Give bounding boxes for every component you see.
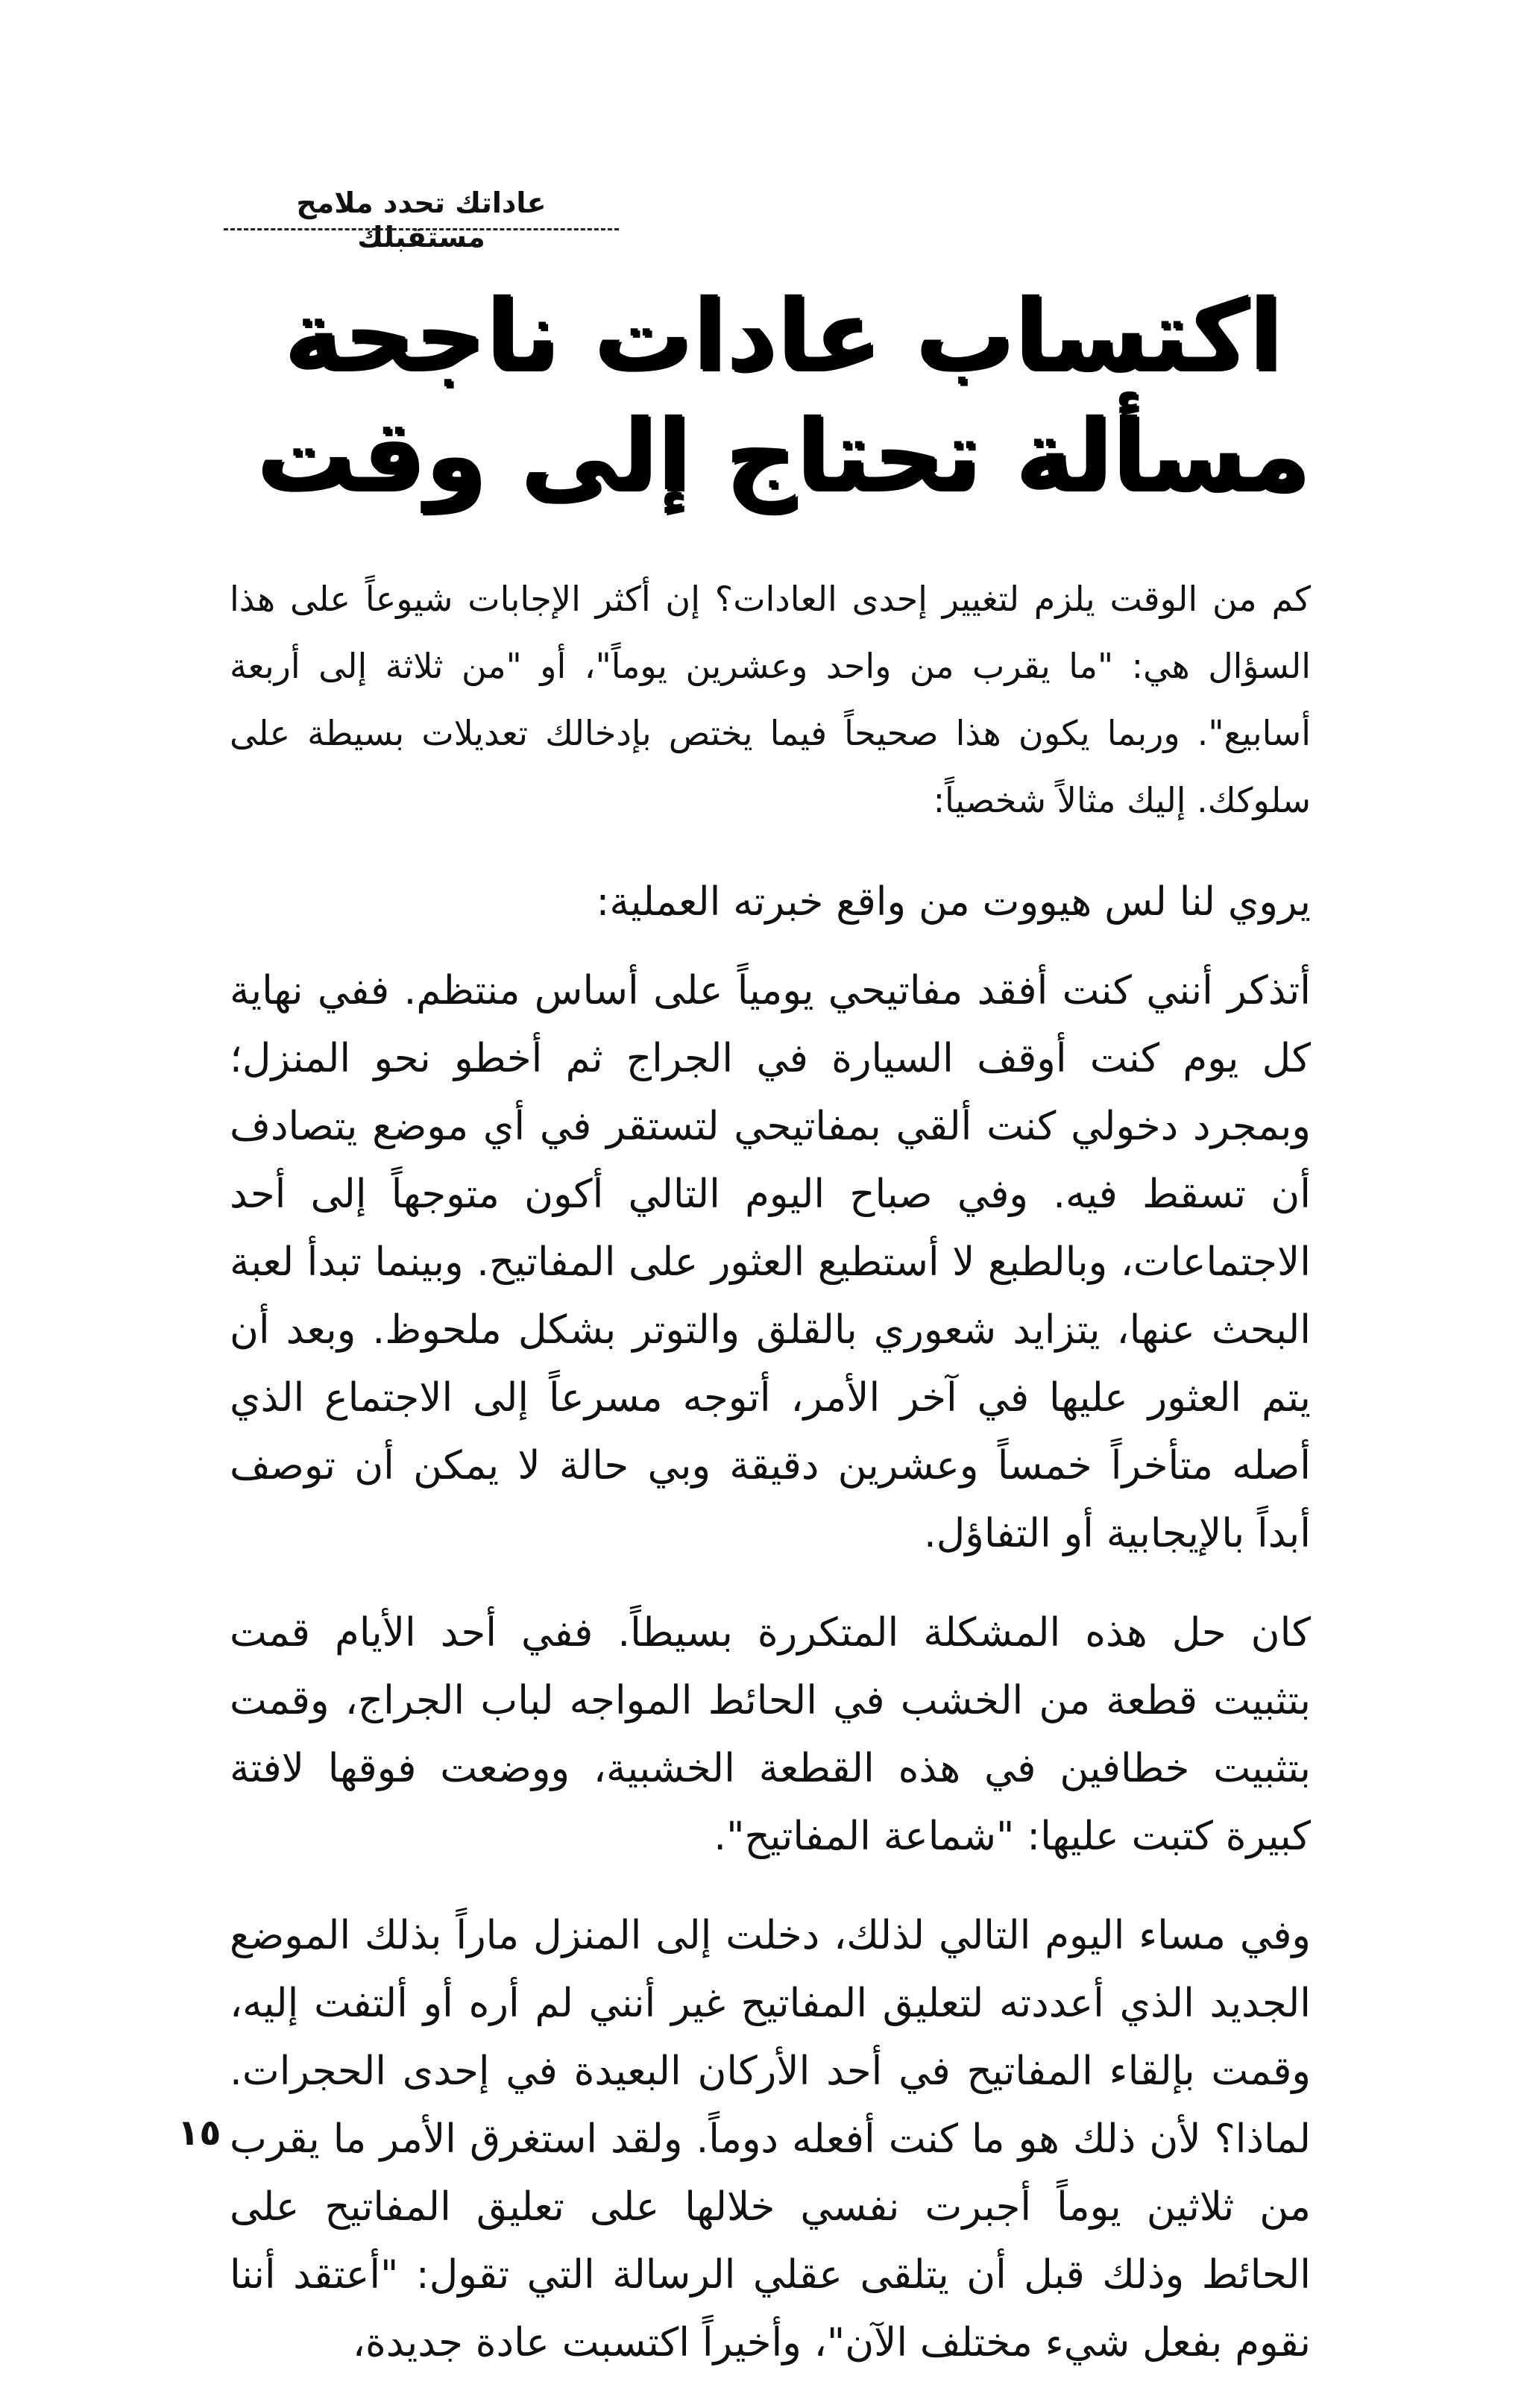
lead-paragraph: يروي لنا لس هيووت من واقع خبرته العملية: (596, 879, 1311, 925)
body-text (230, 565, 1311, 2408)
chapter-title (224, 276, 1342, 516)
page-number: ١٥ (177, 2112, 221, 2154)
story-paragraph-3: وفي مساء اليوم التالي لذلك، دخلت إلى المنزل ماراً بذلك الموضع الجديد الذي أعددته لتعليق المفاتيح غير أنني لم أره أو ألتفت إليه، وقمت بإلقاء المفاتيح في أحد الأركان البعيدة في إحدى الحجرات. لماذا؟ لأن ذلك هو ما كنت أفعله دوماً. ولقد استغرق الأمر ما يقرب من ثلاثين يوماً أجبرت نفسي خلالها على تعليق المفاتيح على الحائط وذلك قبل أن يتلقى عقلي الرسالة التي تقول: "أعتقد أننا نقوم بفعل شيء مختلف الآن"، وأخيراً اكتسبت عادة جديدة، (230, 1913, 1311, 2365)
chapter-title-line-1: اكتساب عادات ناجحة (283, 278, 1282, 393)
header-divider (224, 228, 619, 230)
intro-paragraph: كم من الوقت يلزم لتغيير إحدى العادات؟ إن أكثر الإجابات شيوعاً على هذا السؤال هي: "ما يقرب من واحد وعشرين يوماً"، أو "من ثلاثة إلى أربعة أسابيع". وربما يكون هذا صحيحاً فيما يختص بإدخالك تعديلات بسيطة على سلوكك. إليك مثالاً شخصياً: (230, 579, 1311, 820)
story-paragraph-1: أتذكر أنني كنت أفقد مفاتيحي يومياً على أساس منتظم. ففي نهاية كل يوم كنت أوقف السيارة في الجراج ثم أخطو نحو المنزل؛ وبمجرد دخولي كنت ألقي بمفاتيحي لتستقر في أي موضع يتصادف أن تسقط فيه. وفي صباح اليوم التالي أكون متوجهاً إلى أحد الاجتماعات، وبالطبع لا أستطيع العثور على المفاتيح. وبينما تبدأ لعبة البحث عنها، يتزايد شعوري بالقلق والتوتر بشكل ملحوظ. وبعد أن يتم العثور عليها في آخر الأمر، أتوجه مسرعاً إلى الاجتماع الذي أصله متأخراً خمساً وعشرين دقيقة وبي حالة لا يمكن أن توصف أبداً بالإيجابية أو التفاؤل. (230, 968, 1311, 1556)
running-header: عاداتك تحدد ملامح مستقبلك (296, 186, 547, 254)
chapter-title-line-2: مسألة تحتاج إلى وقت (256, 398, 1310, 514)
story-paragraph-2: كان حل هذه المشكلة المتكررة بسيطاً. ففي أحد الأيام قمت بتثبيت قطعة من الخشب في الحائط المواجه لباب الجراج، وقمت بتثبيت خطافين في هذه القطعة الخشبية، ووضعت فوقها لافتة كبيرة كتبت عليها: "شماعة المفاتيح". (230, 1610, 1311, 1859)
